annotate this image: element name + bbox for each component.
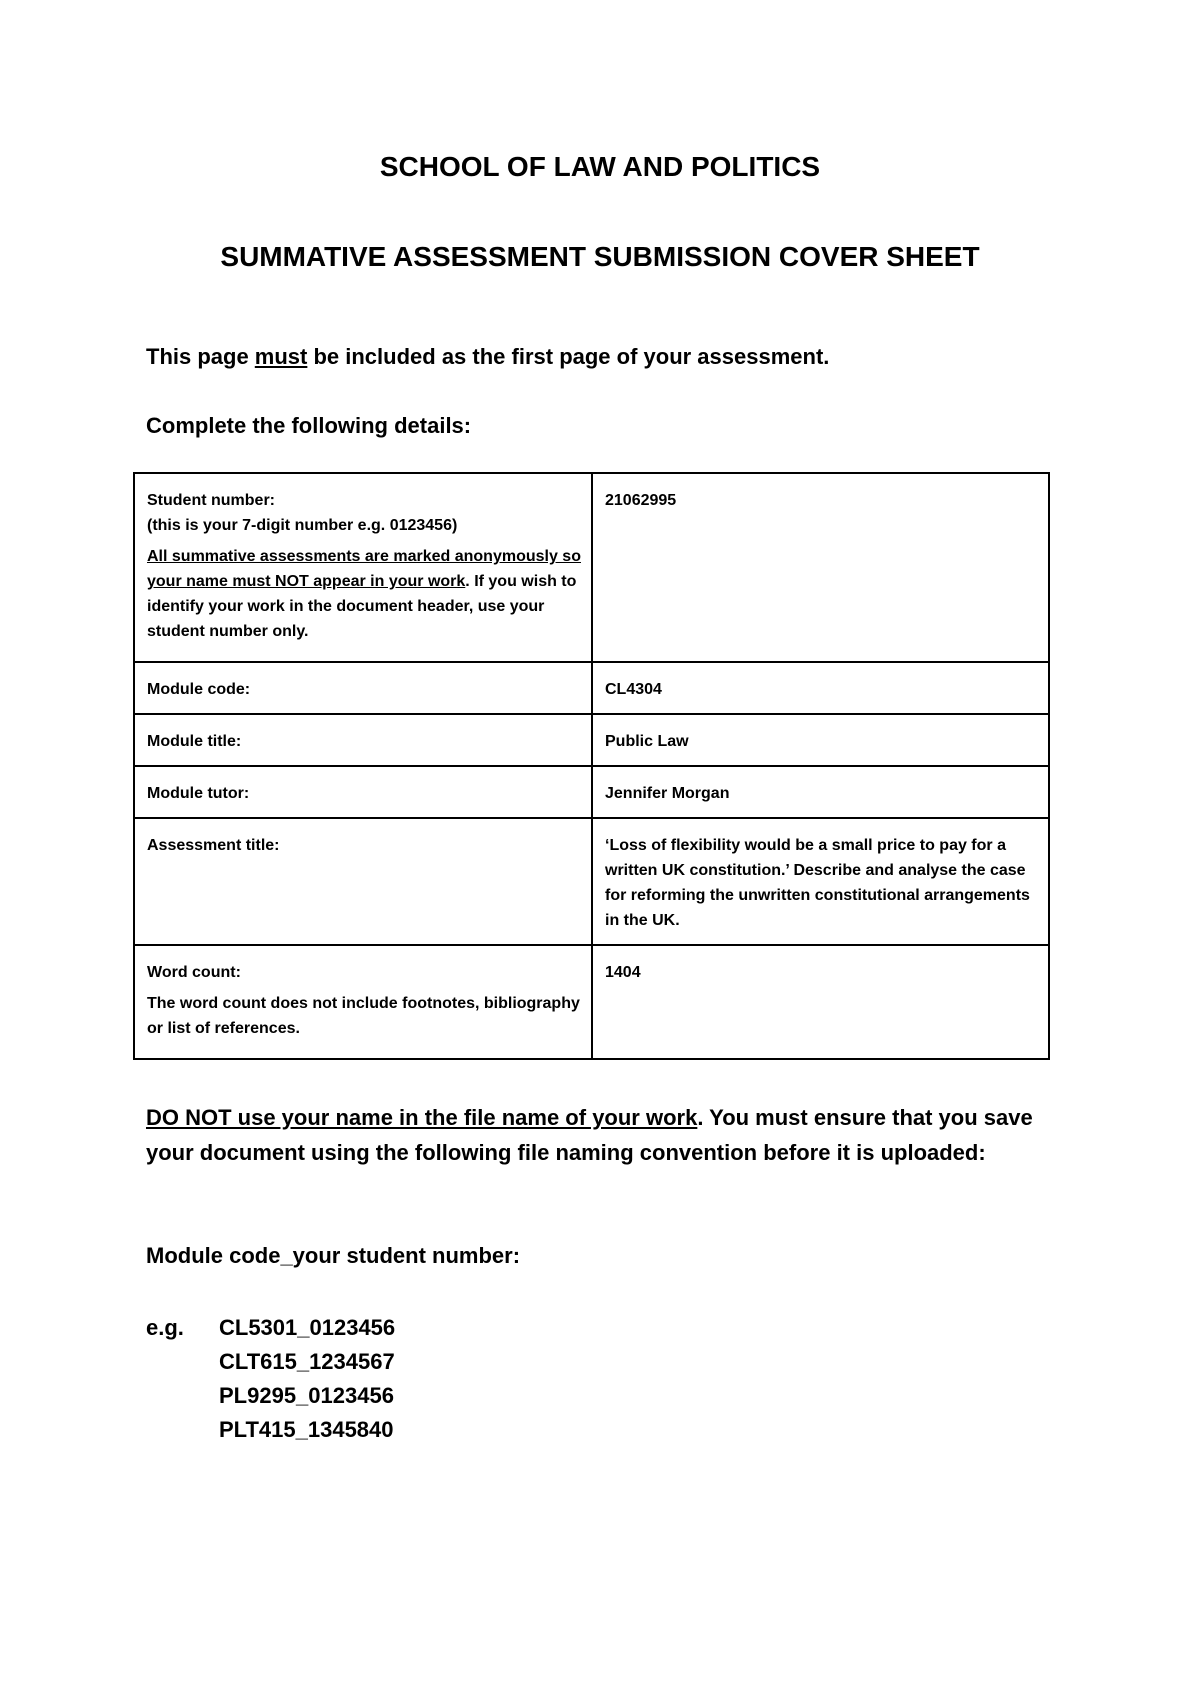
module-code-label: Module code: [134, 662, 592, 714]
word-count-value: 1404 [605, 964, 641, 981]
file-naming-warning-underlined: DO NOT use your name in the file name of your work [146, 1105, 698, 1130]
module-tutor-label: Module tutor: [134, 766, 592, 818]
student-number-label: Student number: [147, 492, 275, 509]
student-number-hint: (this is your 7-digit number e.g. 0123456) [147, 517, 458, 534]
example-item: PL9295_0123456 [219, 1383, 394, 1408]
file-naming-warning-rest: . You must ensure that you save your document using the following file naming convention before it is uploaded: [146, 1105, 1033, 1165]
details-table [133, 472, 1050, 1060]
word-count-label: Word count: [147, 964, 241, 981]
table-row-module-code [134, 662, 1049, 714]
intro-instruction [146, 344, 829, 370]
table-row-student-number [134, 473, 1049, 662]
assessment-title-label: Assessment title: [134, 818, 592, 945]
intro-suffix: be included as the first page of your assessment. [307, 344, 830, 369]
naming-convention: Module code_your student number: [146, 1243, 521, 1268]
word-count-label-cell [134, 945, 592, 1059]
anonymity-note-rest: . If you wish to identify your work in the document header, use your student number only. [147, 573, 577, 640]
student-number-value: 21062995 [605, 492, 677, 509]
word-count-value-cell[interactable] [592, 945, 1049, 1059]
example-item: CL5301_0123456 [219, 1315, 396, 1340]
student-number-value-cell[interactable] [592, 473, 1049, 662]
eg-label: e.g. [146, 1315, 184, 1340]
assessment-title-value[interactable]: ‘Loss of flexibility would be a small price to pay for a written UK constitution.’ Describe and analyse the case for reforming the unwritten constitutional arrangements in the UK. [592, 818, 1049, 945]
table-row-word-count [134, 945, 1049, 1059]
anonymity-note-underlined: All summative assessments are marked anonymously so your name must NOT appear in your work [147, 548, 581, 590]
complete-details-label: Complete the following details: [146, 413, 472, 438]
module-title-label: Module title: [134, 714, 592, 766]
example-item: PLT415_1345840 [219, 1417, 394, 1442]
anonymity-note [147, 544, 581, 644]
intro-emphasis: must [254, 344, 308, 369]
table-row-assessment-title [134, 818, 1049, 945]
module-code-value[interactable]: CL4304 [592, 662, 1049, 714]
school-heading: SCHOOL OF LAW AND POLITICS [379, 151, 821, 182]
example-list [219, 1311, 395, 1447]
intro-prefix: This page [146, 344, 255, 369]
sheet-title-heading: SUMMATIVE ASSESSMENT SUBMISSION COVER SHEET [220, 241, 980, 272]
word-count-note: The word count does not include footnotes, bibliography or list of references. [147, 995, 580, 1037]
table-row-module-title [134, 714, 1049, 766]
example-item: CLT615_1234567 [219, 1349, 395, 1374]
student-number-label-cell [134, 473, 592, 662]
module-title-value[interactable]: Public Law [592, 714, 1049, 766]
table-row-module-tutor [134, 766, 1049, 818]
file-naming-warning [146, 1100, 1066, 1170]
module-tutor-value[interactable]: Jennifer Morgan [592, 766, 1049, 818]
